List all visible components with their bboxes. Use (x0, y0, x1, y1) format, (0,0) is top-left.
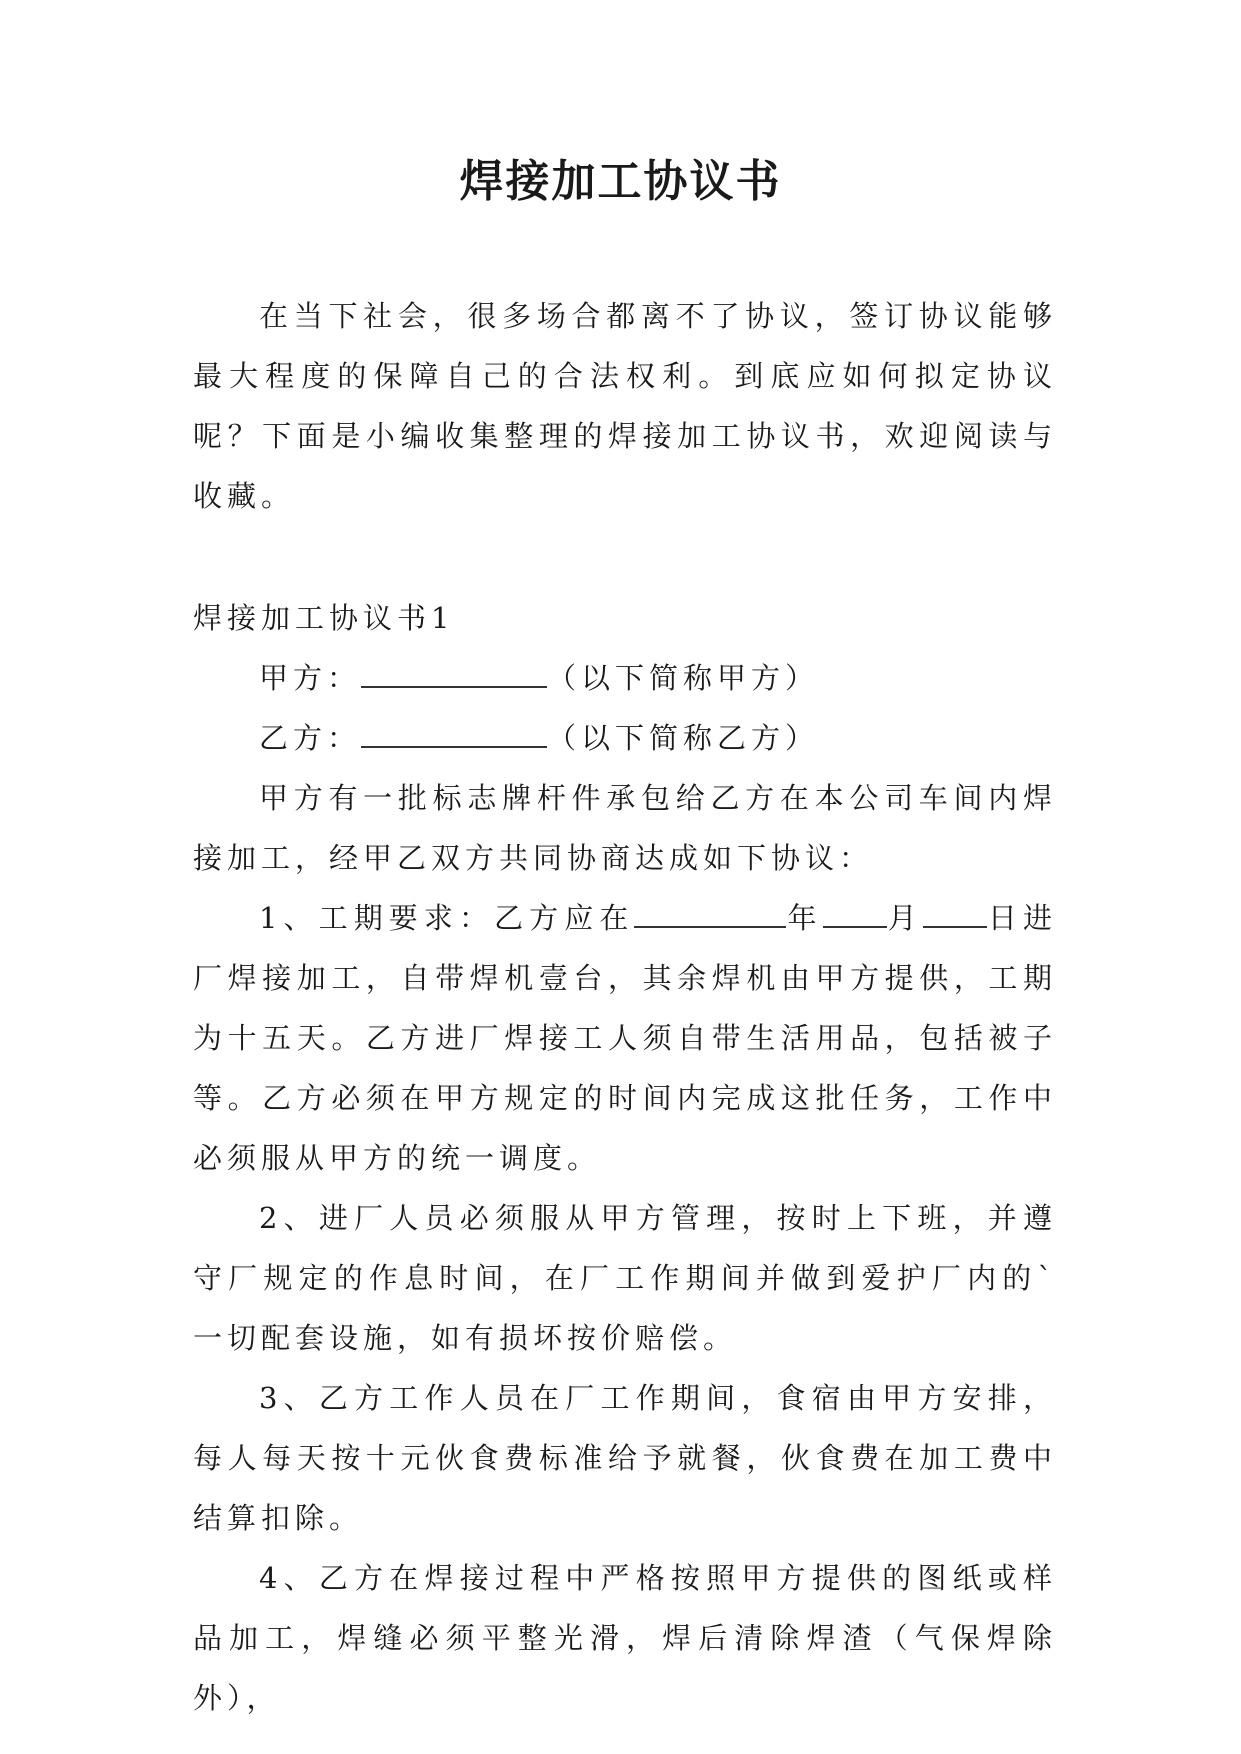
day-blank (923, 902, 987, 928)
clause-1-start: 1、工期要求：乙方应在 (259, 901, 635, 935)
preamble-paragraph: 甲方有一批标志牌杆件承包给乙方在本公司车间内焊接加工，经甲乙双方共同协商达成如下协议： (193, 781, 1057, 875)
clause-1-rest: 日进厂焊接加工，自带焊机壹台，其余焊机由甲方提供，工期为十五天。乙方进厂焊接工人须自带生活用品，包括被子等。乙方必须在甲方规定的时间内完成这批任务，工作中必须服从甲方的统一调度。 (193, 901, 1057, 1175)
party-a-label: 甲方： (259, 661, 362, 695)
document-title: 焊接加工协议书 (459, 156, 782, 207)
section-heading: 焊接加工协议书1 (193, 601, 455, 635)
clause-1 (193, 888, 1057, 1188)
party-b-blank (361, 722, 547, 748)
party-b-note: （以下简称乙方） (547, 721, 820, 755)
clause-3: 3、乙方工作人员在厂工作期间，食宿由甲方安排，每人每天按十元伙食费标准给予就餐，伙食费在加工费中结算扣除。 (193, 1381, 1057, 1535)
year-blank (634, 902, 786, 928)
year-label: 年 (786, 901, 823, 935)
party-a-line (193, 648, 1057, 708)
party-b-label: 乙方： (259, 721, 362, 755)
document-body (193, 286, 1057, 1728)
clause-2: 2、进厂人员必须服从甲方管理，按时上下班，并遵守厂规定的作息时间，在厂工作期间并做到爱护厂内的`一切配套设施，如有损坏按价赔偿。 (193, 1201, 1057, 1355)
party-b-line (193, 708, 1057, 768)
party-a-blank (361, 662, 547, 688)
month-blank (823, 902, 887, 928)
intro-paragraph: 在当下社会，很多场合都离不了协议，签订协议能够最大程度的保障自己的合法权利。到底应如何拟定协议呢？下面是小编收集整理的焊接加工协议书，欢迎阅读与收藏。 (193, 299, 1057, 513)
party-a-note: （以下简称甲方） (547, 661, 820, 695)
month-label: 月 (886, 901, 923, 935)
clause-4: 4、乙方在焊接过程中严格按照甲方提供的图纸或样品加工，焊缝必须平整光滑，焊后清除焊渣（气保焊除外）， (193, 1561, 1057, 1715)
